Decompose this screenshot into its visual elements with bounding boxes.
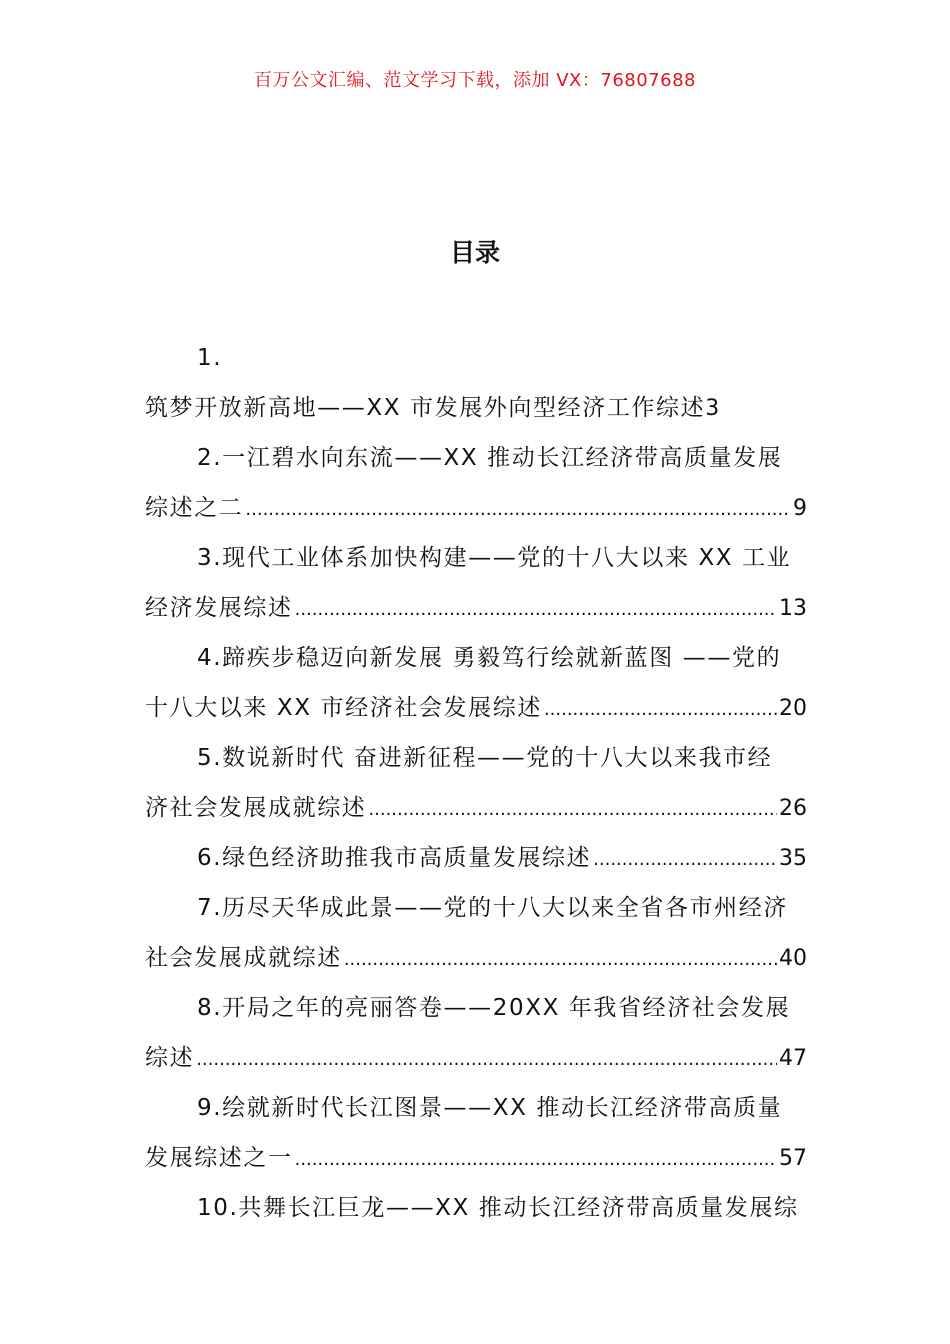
toc-entry-2[interactable] <box>145 433 807 533</box>
toc-entry-line: 1. <box>197 345 223 371</box>
toc-entry-3[interactable] <box>145 533 807 633</box>
toc-entry-text: 社会发展成就综述 <box>145 945 342 971</box>
toc-page-number: 26 <box>779 796 807 821</box>
toc-entry-line-last <box>145 783 807 833</box>
dot-leader <box>295 1135 777 1183</box>
toc-page-number: 57 <box>779 1146 807 1171</box>
toc-entry-7[interactable] <box>145 883 807 983</box>
toc-page-number: 20 <box>779 696 807 721</box>
toc-entry-line: 9.绘就新时代长江图景——XX 推动长江经济带高质量 <box>197 1095 783 1121</box>
dot-leader <box>344 935 777 983</box>
toc-entry-line-last <box>145 483 807 533</box>
table-of-contents <box>145 333 807 1233</box>
toc-entry-line-last <box>145 383 807 433</box>
toc-entry-text: 6.绿色经济助推我市高质量发展综述 <box>197 845 592 871</box>
page-header-watermark: 百万公文汇编、范文学习下载，添加 VX：76807688 <box>254 70 696 91</box>
dot-leader <box>593 835 777 883</box>
toc-entry-5[interactable] <box>145 733 807 833</box>
toc-entry-line: 5.数说新时代 奋进新征程——党的十八大以来我市经 <box>197 745 773 771</box>
toc-entry-line: 4.蹄疾步稳迈向新发展 勇毅笃行绘就新蓝图 ——党的 <box>197 645 782 671</box>
dot-leader <box>196 1035 777 1083</box>
toc-entry-line: 10.共舞长江巨龙——XX 推动长江经济带高质量发展综 <box>197 1195 799 1221</box>
toc-entry-line: 8.开局之年的亮丽答卷——20XX 年我省经济社会发展 <box>197 995 791 1021</box>
toc-entry-text: 经济发展综述 <box>145 595 293 621</box>
toc-page-number: 35 <box>779 846 807 871</box>
toc-entry-8[interactable] <box>145 983 807 1083</box>
toc-entry-line-last <box>145 583 807 633</box>
toc-entry-line-last <box>145 933 807 983</box>
toc-entry-4[interactable] <box>145 633 807 733</box>
toc-entry-line-last <box>145 1133 807 1183</box>
page-title: 目录 <box>449 238 500 267</box>
toc-page-number: 3 <box>705 396 720 421</box>
toc-entry-text: 济社会发展成就综述 <box>145 795 367 821</box>
dot-leader <box>245 485 791 533</box>
toc-entry-line-last <box>145 1033 807 1083</box>
dot-leader <box>295 585 777 633</box>
toc-page-number: 13 <box>779 596 807 621</box>
toc-entry-line: 7.历尽天华成此景——党的十八大以来全省各市州经济 <box>197 895 788 921</box>
toc-entry-line: 2.一江碧水向东流——XX 推动长江经济带高质量发展 <box>197 445 783 471</box>
toc-entry-6[interactable] <box>145 833 807 883</box>
toc-entry-line-last <box>145 683 807 733</box>
toc-entry-text: 发展综述之一 <box>145 1145 293 1171</box>
toc-page-number: 40 <box>779 946 807 971</box>
toc-entry-line: 3.现代工业体系加快构建——党的十八大以来 XX 工业 <box>197 545 792 571</box>
toc-page-number: 9 <box>793 496 807 521</box>
dot-leader <box>368 785 777 833</box>
toc-page-number: 47 <box>779 1046 807 1071</box>
toc-entry-text: 十八大以来 XX 市经济社会发展综述 <box>145 695 542 721</box>
toc-entry-text: 综述 <box>145 1045 195 1071</box>
toc-entry-line-last <box>145 833 807 883</box>
toc-entry-text: 综述之二 <box>145 495 244 521</box>
dot-leader <box>544 685 777 733</box>
toc-entry-9[interactable] <box>145 1083 807 1183</box>
toc-entry-10[interactable] <box>145 1183 807 1233</box>
toc-entry-1[interactable] <box>145 333 807 433</box>
toc-entry-text: 筑梦开放新高地——XX 市发展外向型经济工作综述 <box>145 395 706 421</box>
